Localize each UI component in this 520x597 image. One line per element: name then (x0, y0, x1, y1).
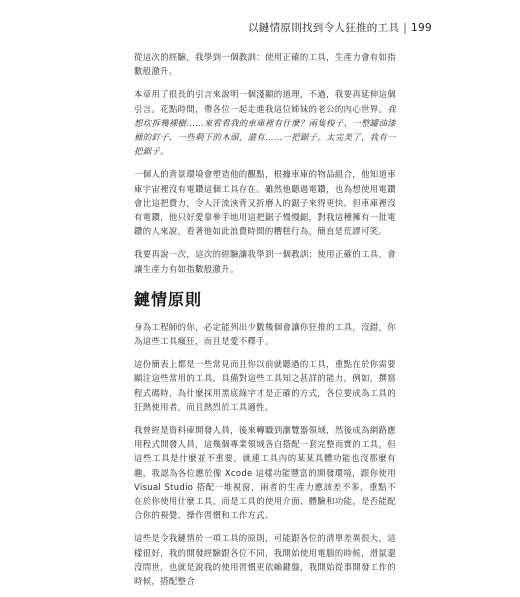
paragraph (134, 87, 396, 158)
chapter-title: 以鏈情原則找到令人狂推的工具 (248, 22, 400, 34)
section-heading: 鏈情原則 (134, 289, 203, 309)
paragraph: 這些是令我鏈情於一項工具的原則，可能跟各位的清單差異很大，這樣很好，我的開發經驗跟各位不同，我開始使用電腦的時候，滑鼠還沒問世，也就是說我的使用習慣更依賴鍵盤，我開始從事開發工作的時候，搭配整合 (134, 533, 396, 587)
paragraph: 我曾經是資料庫開發人員，後來轉職到瀏覽器領域，然後成為網路應用程式開發人員，這幾個專業領域各自搭配一套完整而實的工具，但這些工具是什麼並不重要，就連工具內的某某具體功能也沒那麼有趣，我認為各位應於像 Xcode 這樣功能豐富的開發環境，跟你使用 Visual Studio 搭配一堆視窗，兩者的生產力應該差不多，重點不在於你使用什麼工具，而是工具的使用介面、體驗和功能，是否能配合你的視覺、操作習慣和工作方式。 (134, 425, 396, 521)
paragraph: 我要再說一次，這次的經驗讓我學到一個教訓：使用正確的工具，會讓生產力有如指數般激升。 (134, 249, 396, 274)
running-header (248, 20, 432, 35)
body-text (134, 50, 396, 597)
page-number: 199 (411, 22, 432, 34)
italic-quote: 我想坎拆幾裸樹……來看看我的車庫裡有什麼？兩隻梭子、一整罐油漆桶的釘子、一些剩下的木頭，還有……一把鋸子。太完美了，我有一把鋸子。 (134, 103, 396, 157)
paragraph-text: 本章用了很長的引言來說明一個淺顯的道理，不過，我要再延伸這個引言。花點時間，帶各位一起走進我這位姊妹的老公的內心世界。 (134, 89, 396, 114)
paragraph: 這份簡表上都是一些常見而且你以前就聽過的工具，重點在於你需要顯注這些常用的工具，具備對這些工具知之甚詳的能力，例如，撰寫程式碼時，為什麼採用黑底綠字才是正確的方式，各位要成為工具的狂熱使用者，而且熱烈於工具適性。 (134, 359, 396, 412)
paragraph: 一個人的背景環境會塑造他的觀點，根據車庫的物品組合，他知道車庫宇宙裡沒有電鑽這個工具存在。雖然他聽過電鑽，也為想使用電鑽會比這把費力，令人汗流浹背又折磨人的鋸子來得更快。但車庫裡沒有電鑽，他只好愛靠參手地用這把鋸子慢慢鋸，對我這種擁有一批電鑽的人來說，看著他如此浪費時間的糟糕行為，簡直是荒謬可笑。 (134, 169, 396, 237)
paragraph: 身為工程師的你，必定能列出少數幾個會讓你狂推的工具，沒錯，你為這些工具瘋狂，而且是愛不釋手。 (134, 321, 396, 347)
paragraph: 從這次的經驗，我學到一個教訓：使用正確的工具，生產力會有如指數般激升。 (134, 52, 396, 77)
header-separator: | (403, 22, 408, 34)
